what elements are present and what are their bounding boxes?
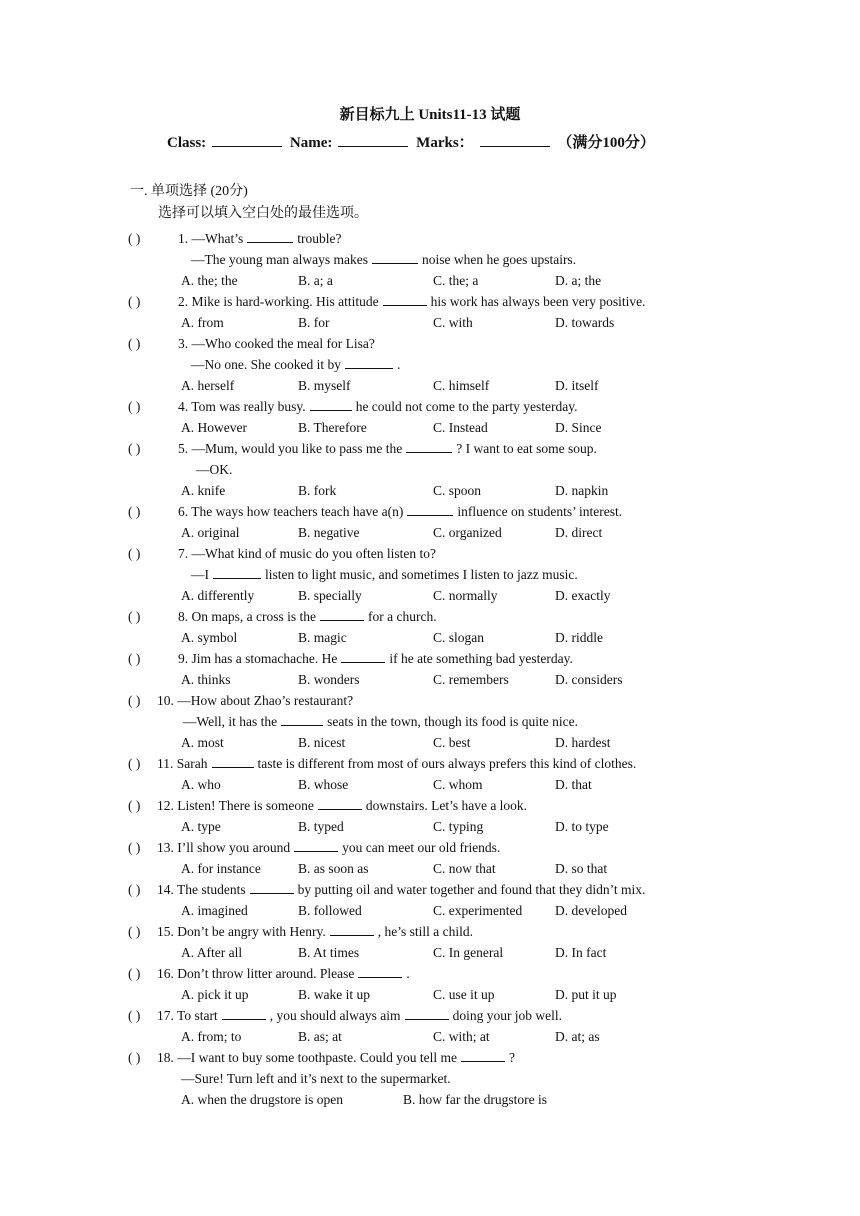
option-a[interactable]: A. After all — [181, 945, 243, 960]
question-text — [178, 438, 597, 459]
stem-before: —What’s — [191, 231, 244, 246]
option-c[interactable]: C. remembers — [433, 672, 509, 687]
stem-after: for a church. — [367, 609, 437, 624]
option-b[interactable]: B. specially — [298, 588, 362, 603]
option-d[interactable]: D. direct — [555, 525, 603, 540]
stem-after: ? I want to eat some soup. — [456, 441, 597, 456]
answer-blank[interactable] — [345, 356, 393, 369]
stem-after: by putting oil and water together and found that they didn’t mix. — [297, 882, 646, 897]
question-number: 18. — [157, 1050, 178, 1065]
marks-blank[interactable] — [480, 132, 550, 147]
option-b[interactable]: B. a; a — [298, 273, 333, 288]
option-b[interactable]: B. as soon as — [298, 861, 369, 876]
stem-before: Don’t throw litter around. Please — [177, 966, 355, 981]
question-5-dialogue: —OK. — [196, 462, 233, 477]
answer-blank[interactable] — [383, 293, 427, 306]
question-number: 1. — [178, 231, 192, 246]
stem-after: you can meet our old friends. — [342, 840, 501, 855]
option-b[interactable]: B. magic — [298, 630, 347, 645]
option-d[interactable]: D. that — [555, 777, 592, 792]
stem-before: On maps, a cross is the — [191, 609, 316, 624]
question-text — [178, 501, 622, 522]
answer-blank[interactable] — [213, 566, 261, 579]
option-c[interactable]: C. slogan — [433, 630, 485, 645]
answer-paren[interactable]: ( ) — [128, 1008, 141, 1023]
answer-paren[interactable]: ( ) — [128, 840, 141, 855]
question-text — [178, 228, 341, 249]
stem-after: . — [396, 357, 401, 372]
option-d[interactable]: D. a; the — [555, 273, 602, 288]
full-marks: （满分100分） — [557, 135, 655, 151]
answer-blank[interactable] — [318, 797, 362, 810]
answer-blank[interactable] — [222, 1007, 266, 1020]
stem-before: —How about Zhao’s restaurant? — [177, 693, 354, 708]
question-text — [157, 753, 636, 774]
option-d[interactable]: D. Since — [555, 420, 602, 435]
option-a[interactable]: A. the; the — [181, 273, 238, 288]
option-a[interactable]: A. original — [181, 525, 240, 540]
answer-blank[interactable] — [405, 1007, 449, 1020]
option-d[interactable]: D. hardest — [555, 735, 611, 750]
answer-paren[interactable]: ( ) — [128, 693, 141, 708]
stem-before: I’ll show you around — [177, 840, 291, 855]
option-c[interactable]: C. typing — [433, 819, 484, 834]
question-text — [178, 396, 578, 417]
answer-paren[interactable]: ( ) — [128, 294, 141, 309]
option-a[interactable]: A. symbol — [181, 630, 238, 645]
stem-before: —Who cooked the meal for Lisa? — [191, 336, 375, 351]
stem-before: The ways how teachers teach have a(n) — [191, 504, 404, 519]
option-a[interactable]: A. herself — [181, 378, 235, 393]
question-text — [157, 921, 473, 942]
option-a[interactable]: A. most — [181, 735, 224, 750]
option-d[interactable]: D. so that — [555, 861, 608, 876]
option-a[interactable]: A. differently — [181, 588, 255, 603]
answer-paren[interactable]: ( ) — [128, 609, 141, 624]
answer-blank[interactable] — [212, 755, 254, 768]
stem-before: —The young man always makes — [191, 252, 368, 267]
stem-after: his work has always been very positive. — [430, 294, 646, 309]
question-number: 15. — [157, 924, 178, 939]
section-heading: 一. 单项选择 (20分) — [130, 184, 248, 199]
question-3-dialogue — [191, 354, 400, 375]
option-c[interactable]: C. normally — [433, 588, 498, 603]
question-1-dialogue — [191, 249, 576, 270]
option-d[interactable]: D. towards — [555, 315, 615, 330]
option-d[interactable]: D. considers — [555, 672, 623, 687]
stem-before: Mike is hard-working. His attitude — [191, 294, 379, 309]
question-number: 13. — [157, 840, 178, 855]
option-c[interactable]: C. experimented — [433, 903, 523, 918]
option-b[interactable]: B. for — [298, 315, 330, 330]
question-number: 3. — [178, 336, 192, 351]
question-number: 4. — [178, 399, 192, 414]
name-blank[interactable] — [338, 132, 408, 147]
answer-paren[interactable]: ( ) — [128, 1050, 141, 1065]
answer-paren[interactable]: ( ) — [128, 798, 141, 813]
option-a[interactable]: A. imagined — [181, 903, 248, 918]
option-c[interactable]: C. Instead — [433, 420, 488, 435]
question-number: 7. — [178, 546, 192, 561]
option-c[interactable]: C. now that — [433, 861, 496, 876]
stem-before: —Well, it has the — [183, 714, 278, 729]
answer-blank[interactable] — [250, 881, 294, 894]
stem-after: influence on students’ interest. — [457, 504, 623, 519]
option-c[interactable]: C. himself — [433, 378, 490, 393]
stem-after: . — [406, 966, 410, 981]
marks-label: Marks： — [416, 135, 474, 151]
option-a[interactable]: A. when the drugstore is open — [181, 1092, 343, 1107]
stem-before: —No one. She cooked it by — [191, 357, 341, 372]
answer-paren[interactable]: ( ) — [128, 336, 141, 351]
class-label: Class: — [167, 135, 207, 151]
question-text — [157, 963, 410, 984]
option-b[interactable]: B. negative — [298, 525, 360, 540]
option-b[interactable]: B. wake it up — [298, 987, 370, 1002]
option-d[interactable]: D. riddle — [555, 630, 603, 645]
stem-before: —I — [191, 567, 209, 582]
option-b[interactable]: B. followed — [298, 903, 362, 918]
answer-blank[interactable] — [294, 839, 338, 852]
option-d[interactable]: D. put it up — [555, 987, 617, 1002]
answer-paren[interactable]: ( ) — [128, 546, 141, 561]
option-b[interactable]: B. how far the drugstore is — [403, 1092, 547, 1107]
stem-before: —I want to buy some toothpaste. Could you tell me — [177, 1050, 457, 1065]
stem-after: taste is different from most of ours always prefers this kind of clothes. — [257, 756, 637, 771]
answer-paren[interactable]: ( ) — [128, 399, 141, 414]
stem-after: doing your job well. — [452, 1008, 563, 1023]
stem-before: Don’t be angry with Henry. — [177, 924, 326, 939]
question-number: 5. — [178, 441, 192, 456]
stem-after: listen to light music, and sometimes I listen to jazz music. — [265, 567, 578, 582]
answer-blank[interactable] — [372, 251, 418, 264]
stem-after: seats in the town, though its food is quite nice. — [327, 714, 579, 729]
stem-after: , he’s still a child. — [377, 924, 473, 939]
option-c[interactable]: C. spoon — [433, 483, 482, 498]
stem-after: he could not come to the party yesterday. — [355, 399, 578, 414]
option-a[interactable]: A. knife — [181, 483, 226, 498]
stem-before: Tom was really busy. — [191, 399, 306, 414]
answer-paren[interactable]: ( ) — [128, 882, 141, 897]
question-number: 8. — [178, 609, 192, 624]
question-text — [178, 543, 436, 564]
question-number: 6. — [178, 504, 192, 519]
answer-paren[interactable]: ( ) — [128, 756, 141, 771]
question-text — [157, 690, 353, 711]
option-d[interactable]: D. to type — [555, 819, 609, 834]
question-text — [178, 333, 375, 354]
option-c[interactable]: C. the; a — [433, 273, 479, 288]
exam-title: 新目标九上 Units11-13 试题 — [339, 107, 521, 123]
option-a[interactable]: A. who — [181, 777, 221, 792]
option-d[interactable]: D. at; as — [555, 1029, 600, 1044]
question-text — [157, 837, 500, 858]
answer-blank[interactable] — [310, 398, 352, 411]
option-c[interactable]: C. with; at — [433, 1029, 490, 1044]
answer-paren[interactable]: ( ) — [128, 966, 141, 981]
option-c[interactable]: C. best — [433, 735, 471, 750]
student-info-line — [167, 132, 655, 154]
option-c[interactable]: C. use it up — [433, 987, 495, 1002]
answer-blank[interactable] — [407, 503, 453, 516]
question-18-dialogue: —Sure! Turn left and it’s next to the supermarket. — [181, 1071, 451, 1086]
option-a[interactable]: A. for instance — [181, 861, 261, 876]
answer-blank[interactable] — [320, 608, 364, 621]
question-number: 17. — [157, 1008, 178, 1023]
question-text — [157, 1005, 562, 1026]
stem-before: Jim has a stomachache. He — [191, 651, 338, 666]
option-d[interactable]: D. In fact — [555, 945, 607, 960]
section-instruction: 选择可以填入空白处的最佳选项。 — [158, 206, 368, 221]
stem-before: To start — [177, 1008, 218, 1023]
question-text — [178, 648, 573, 669]
answer-blank[interactable] — [461, 1049, 505, 1062]
stem-before: Listen! There is someone — [177, 798, 314, 813]
answer-paren[interactable]: ( ) — [128, 504, 141, 519]
option-b[interactable]: B. Therefore — [298, 420, 367, 435]
option-c[interactable]: C. with — [433, 315, 473, 330]
stem-middle: , you should always aim — [269, 1008, 401, 1023]
answer-blank[interactable] — [330, 923, 374, 936]
answer-paren[interactable]: ( ) — [128, 231, 141, 246]
option-c[interactable]: C. In general — [433, 945, 504, 960]
stem-before: The students — [177, 882, 246, 897]
option-b[interactable]: B. myself — [298, 378, 351, 393]
option-b[interactable]: B. At times — [298, 945, 360, 960]
question-text — [157, 879, 645, 900]
question-7-dialogue — [191, 564, 578, 585]
option-b[interactable]: B. whose — [298, 777, 349, 792]
name-label: Name: — [289, 135, 333, 151]
question-text — [157, 1047, 515, 1068]
option-b[interactable]: B. wonders — [298, 672, 360, 687]
question-number: 9. — [178, 651, 192, 666]
stem-after: downstairs. Let’s have a look. — [365, 798, 528, 813]
question-text — [157, 795, 527, 816]
stem-before: —Mum, would you like to pass me the — [191, 441, 403, 456]
answer-blank[interactable] — [358, 965, 402, 978]
answer-paren[interactable]: ( ) — [128, 441, 141, 456]
option-a[interactable]: A. from; to — [181, 1029, 242, 1044]
answer-blank[interactable] — [341, 650, 385, 663]
option-a[interactable]: A. thinks — [181, 672, 231, 687]
answer-blank[interactable] — [406, 440, 452, 453]
question-number: 11. — [157, 756, 177, 771]
question-text — [178, 606, 437, 627]
answer-blank[interactable] — [247, 230, 293, 243]
stem-after: trouble? — [297, 231, 342, 246]
option-a[interactable]: A. type — [181, 819, 221, 834]
option-b[interactable]: B. nicest — [298, 735, 346, 750]
stem-after: noise when he goes upstairs. — [421, 252, 577, 267]
answer-blank[interactable] — [281, 713, 323, 726]
option-c[interactable]: C. whom — [433, 777, 483, 792]
option-d[interactable]: D. developed — [555, 903, 627, 918]
question-number: 16. — [157, 966, 178, 981]
option-a[interactable]: A. pick it up — [181, 987, 249, 1002]
option-d[interactable]: D. itself — [555, 378, 599, 393]
option-d[interactable]: D. napkin — [555, 483, 609, 498]
option-b[interactable]: B. as; at — [298, 1029, 342, 1044]
stem-before: —What kind of music do you often listen to? — [191, 546, 436, 561]
option-b[interactable]: B. fork — [298, 483, 337, 498]
question-number: 14. — [157, 882, 178, 897]
question-number: 2. — [178, 294, 192, 309]
option-c[interactable]: C. organized — [433, 525, 502, 540]
stem-before: Sarah — [176, 756, 208, 771]
question-text — [178, 291, 645, 312]
stem-after: ? — [508, 1050, 515, 1065]
option-b[interactable]: B. typed — [298, 819, 344, 834]
class-blank[interactable] — [212, 132, 282, 147]
question-number: 12. — [157, 798, 178, 813]
option-a[interactable]: A. However — [181, 420, 247, 435]
answer-paren[interactable]: ( ) — [128, 924, 141, 939]
question-number: 10. — [157, 693, 178, 708]
option-d[interactable]: D. exactly — [555, 588, 611, 603]
answer-paren[interactable]: ( ) — [128, 651, 141, 666]
option-a[interactable]: A. from — [181, 315, 224, 330]
question-10-dialogue — [183, 711, 578, 732]
stem-after: if he ate something bad yesterday. — [389, 651, 573, 666]
